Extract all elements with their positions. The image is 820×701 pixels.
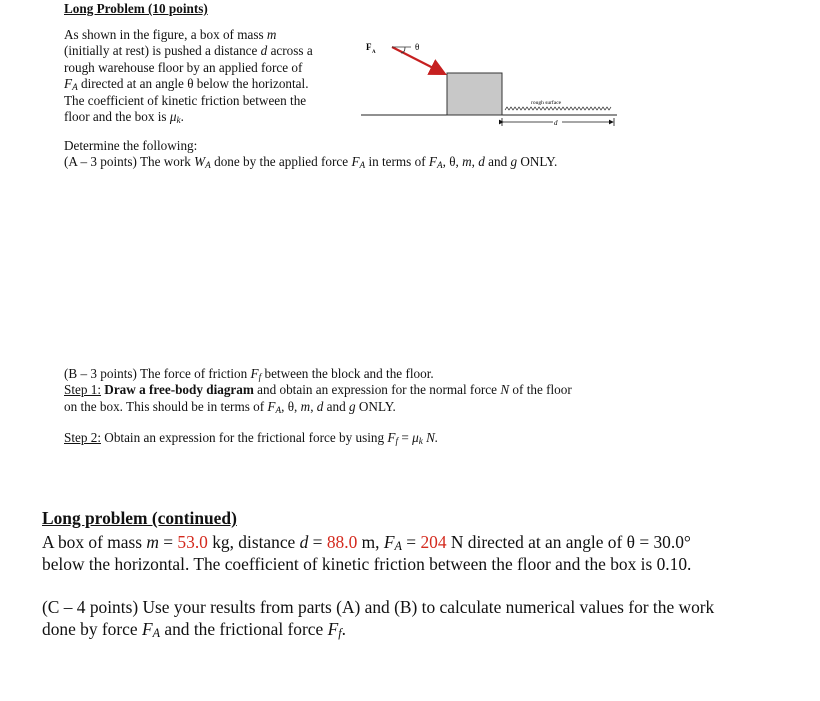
force-label: F <box>366 42 372 52</box>
continued-problem <box>42 531 812 575</box>
force-label-sub: A <box>372 50 376 55</box>
step-2-text: Step 2: Obtain an expression for the frictional force by using $F_f = \mu_k$ N. <box>64 430 439 447</box>
problem-figure <box>355 34 620 134</box>
intro-line: The coefficient of kinetic friction between the <box>64 92 307 108</box>
rough-surface-label: rough surface <box>531 100 562 106</box>
distance-label: d <box>554 119 558 127</box>
question-block-b <box>64 366 784 447</box>
part-b-text: (B – 3 points) The force of friction $F_f$ between the block and the floor. <box>64 366 434 382</box>
intro-line: $F_A$ directed at an angle θ below the horizontal. <box>64 76 309 93</box>
rough-surface-zigzag <box>505 107 611 110</box>
intro-line: As shown in the figure, a box of mass m <box>64 27 277 42</box>
part-c <box>42 596 812 640</box>
continued-title: Long problem (continued) <box>42 508 237 528</box>
part-c-line-2: done by force $F_A$ and the frictional force $F_f$. <box>42 619 346 640</box>
part-c-line: (C – 4 points) Use your results from parts (A) and (B) to calculate numerical values for the work <box>42 597 715 617</box>
problem-title: Long Problem (10 points) <box>64 1 208 16</box>
angle-label: θ <box>415 42 420 52</box>
given-values-line-2: below the horizontal. The coefficient of kinetic friction between the floor and the box is 0.10. <box>42 554 692 574</box>
question-block-a <box>64 138 764 171</box>
intro-line: floor and the box is $\mu_k$. <box>64 109 184 126</box>
intro-line: rough warehouse floor by an applied force of <box>64 59 303 75</box>
step-1-continued: on the box. This should be in terms of $F_A$, θ, m, d and g ONLY. <box>64 398 396 415</box>
intro-line: (initially at rest) is pushed a distance d across a <box>64 43 313 59</box>
step-1-text: Step 1: Draw a free-body diagram and obtain an expression for the normal force N of the floor <box>64 382 572 398</box>
problem-intro <box>64 27 354 125</box>
box <box>447 73 502 115</box>
part-a-text: (A – 3 points) The work $W_A$ done by the applied force $F_A$ in terms of $F_A$, θ, m, d and g ONLY. <box>64 154 558 171</box>
determine-text: Determine the following: <box>64 138 198 153</box>
given-values-line: A box of mass m = 53.0 kg, distance d = 88.0 m, $F_A = 204$ N directed at an angle of θ = 30.0° <box>42 532 691 553</box>
